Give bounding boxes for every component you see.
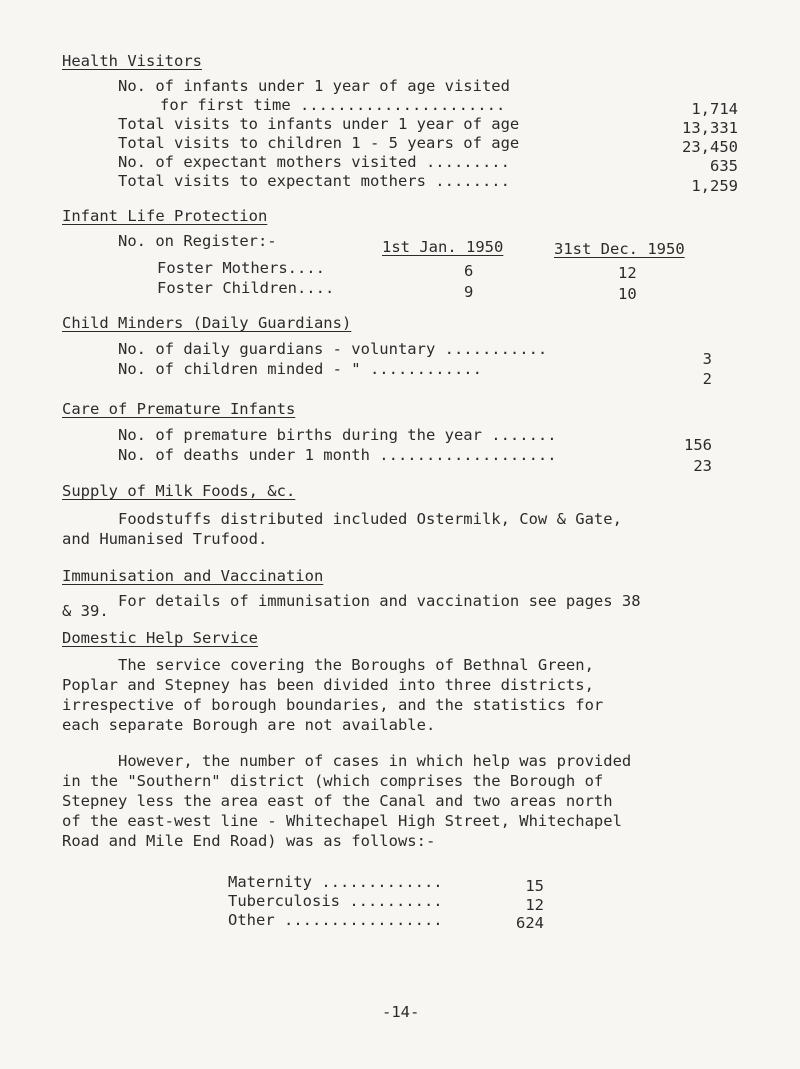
hv-row-5-label: Total visits to expectant mothers ........ — [118, 172, 510, 190]
domestic-para1-line-4: each separate Borough are not available. — [62, 716, 436, 734]
health-visitors-heading: Health Visitors — [62, 52, 202, 70]
child-minders-heading: Child Minders (Daily Guardians) — [62, 314, 352, 332]
milk-heading: Supply of Milk Foods, &c. — [62, 482, 296, 500]
domestic-para1-line-1: The service covering the Boroughs of Bethnal Green, — [118, 656, 594, 674]
foster-mothers-label: Foster Mothers.... — [157, 259, 325, 277]
col-header-jan: 1st Jan. 1950 — [382, 238, 504, 256]
domestic-para2-line-3: Stepney less the area east of the Canal and two areas north — [62, 792, 613, 810]
cm-row-1-label: No. of daily guardians - voluntary ........... — [118, 340, 548, 358]
premature-heading: Care of Premature Infants — [62, 400, 296, 418]
hv-row-1-label: No. of infants under 1 year of age visited — [118, 77, 510, 95]
infant-life-heading: Infant Life Protection — [62, 207, 268, 225]
immunisation-prefix: & 39. — [62, 602, 109, 620]
cm-row-2-value: 2 — [702, 370, 712, 388]
cm-row-2-label: No. of children minded - " ............ — [118, 360, 482, 378]
hv-row-4-value: 635 — [710, 157, 738, 175]
tuberculosis-label: Tuberculosis .......... — [228, 892, 443, 910]
domestic-para2-line-5: Road and Mile End Road) was as follows:- — [62, 832, 436, 850]
hv-row-3-label: Total visits to children 1 - 5 years of age — [118, 134, 520, 152]
hv-row-5-value: 1,259 — [691, 177, 738, 195]
hv-row-2-value: 13,331 — [682, 119, 738, 137]
prem-row-1-value: 156 — [684, 436, 712, 454]
tuberculosis-value: 12 — [525, 896, 544, 914]
cm-row-1-value: 3 — [702, 350, 712, 368]
prem-row-1-label: No. of premature births during the year ....... — [118, 426, 557, 444]
foster-children-label: Foster Children.... — [157, 279, 335, 297]
foster-children-jan: 9 — [464, 283, 474, 301]
foster-mothers-jan: 6 — [464, 262, 474, 280]
register-label: No. on Register:- — [118, 232, 277, 250]
hv-row-1-value: 1,714 — [691, 100, 738, 118]
prem-row-2-value: 23 — [693, 457, 712, 475]
domestic-para1-line-2: Poplar and Stepney has been divided into three districts, — [62, 676, 594, 694]
other-value: 624 — [516, 914, 544, 932]
col-header-dec: 31st Dec. 1950 — [554, 240, 685, 258]
domestic-para1-line-3: irrespective of borough boundaries, and the statistics for — [62, 696, 604, 714]
foster-children-dec: 10 — [618, 285, 637, 303]
maternity-label: Maternity ............. — [228, 873, 443, 891]
page-number: -14- — [382, 1003, 420, 1021]
immunisation-text: For details of immunisation and vaccination see pages 38 — [118, 592, 641, 610]
foster-mothers-dec: 12 — [618, 264, 637, 282]
domestic-para2-line-2: in the "Southern" district (which comprises the Borough of — [62, 772, 604, 790]
hv-row-4-label: No. of expectant mothers visited ......... — [118, 153, 510, 171]
prem-row-2-label: No. of deaths under 1 month ................... — [118, 446, 557, 464]
hv-row-1-label-cont: for first time ...................... — [160, 96, 506, 114]
immunisation-heading: Immunisation and Vaccination — [62, 567, 324, 585]
maternity-value: 15 — [525, 877, 544, 895]
milk-line-1: Foodstuffs distributed included Ostermilk, Cow & Gate, — [118, 510, 622, 528]
domestic-para2-line-1: However, the number of cases in which help was provided — [118, 752, 632, 770]
milk-line-2: and Humanised Trufood. — [62, 530, 268, 548]
domestic-para2-line-4: of the east-west line - Whitechapel High Street, Whitechapel — [62, 812, 622, 830]
hv-row-3-value: 23,450 — [682, 138, 738, 156]
domestic-heading: Domestic Help Service — [62, 629, 258, 647]
other-label: Other ................. — [228, 911, 443, 929]
hv-row-2-label: Total visits to infants under 1 year of age — [118, 115, 520, 133]
